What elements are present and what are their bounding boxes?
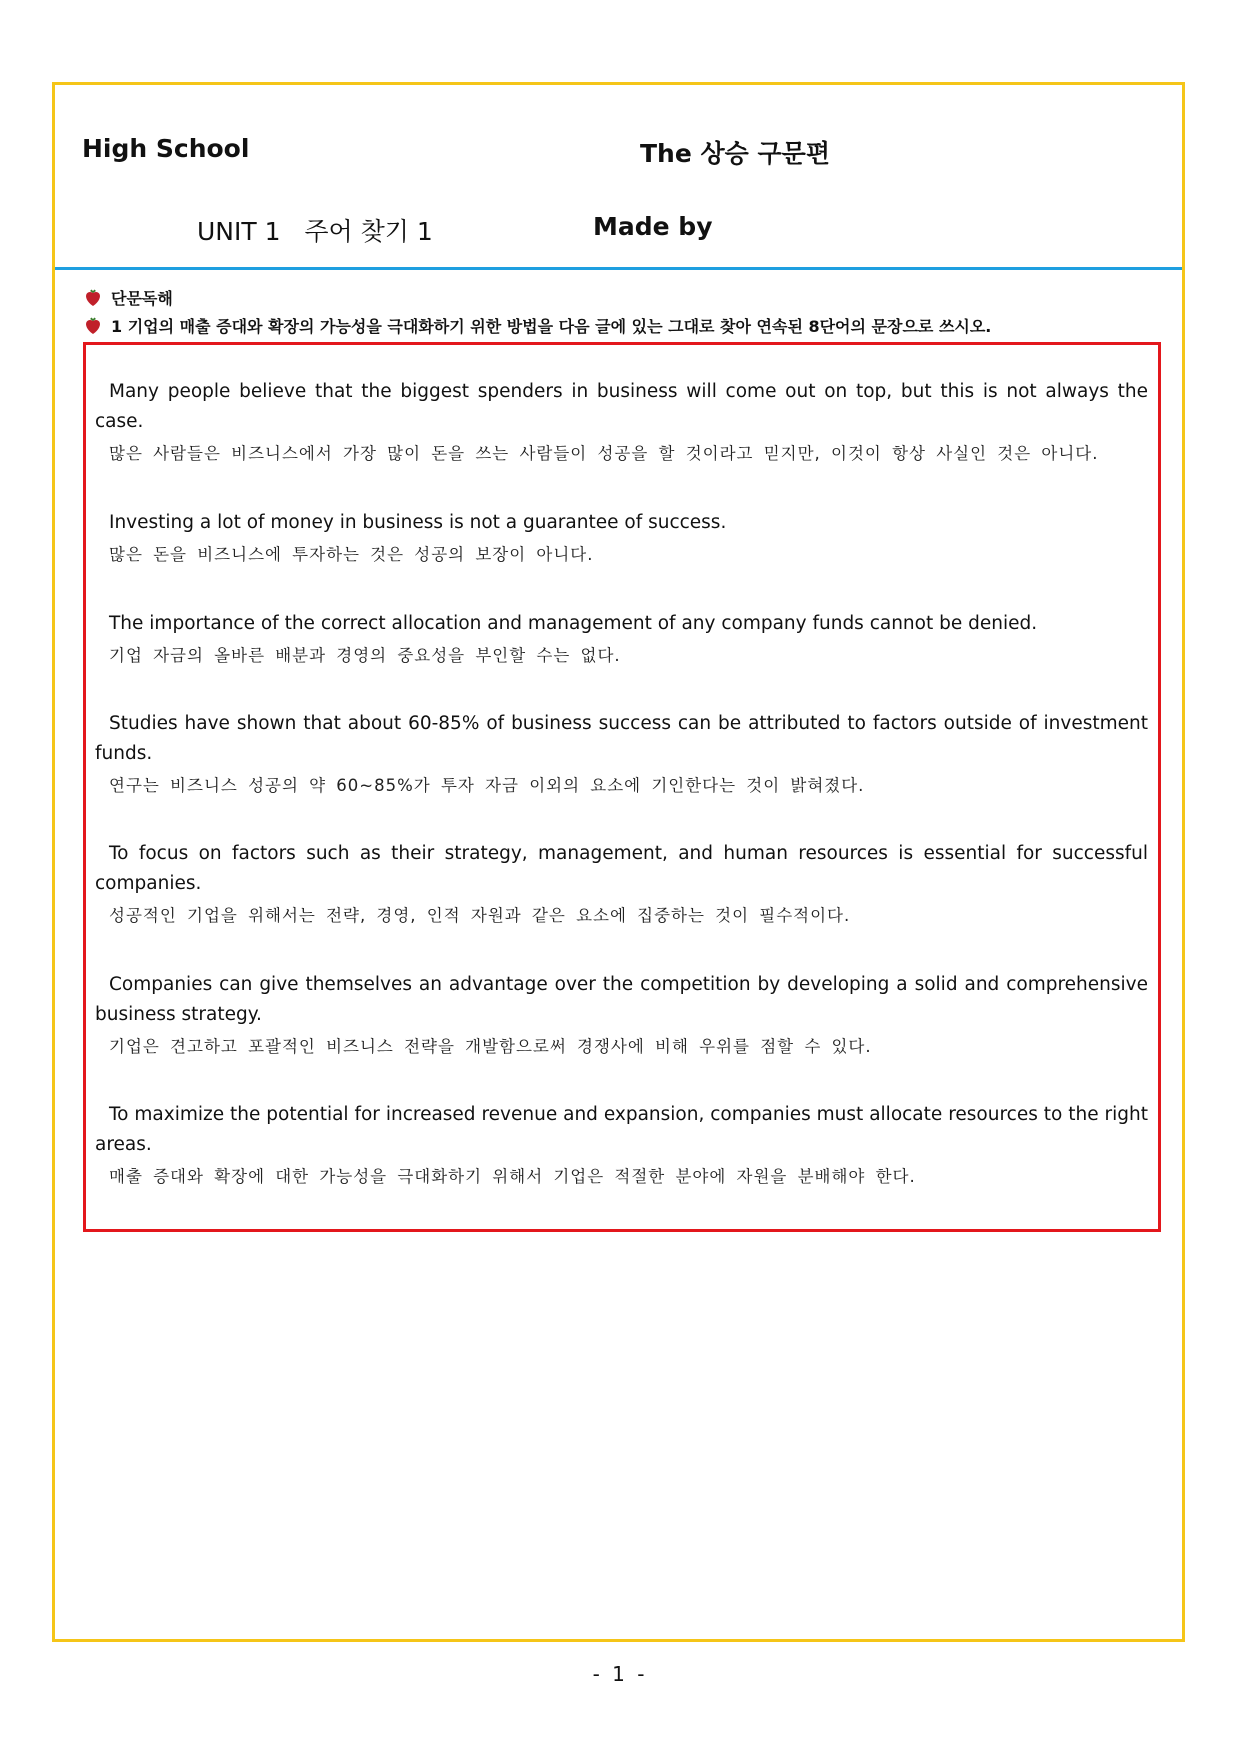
- english-sentence: Investing a lot of money in business is not a guarantee of success.: [109, 512, 727, 533]
- sentence-pair: [95, 709, 1148, 799]
- english-sentence: The importance of the correct allocation and management of any company funds cannot be denied.: [109, 613, 1038, 634]
- english-sentence: Studies have shown that about 60-85% of business success can be attributed to factors outside of investment funds.: [95, 713, 1148, 764]
- english-sentence: To maximize the potential for increased revenue and expansion, companies must allocate resources to the right areas.: [95, 1104, 1148, 1155]
- korean-translation: 기업 자금의 올바른 배분과 경영의 중요성을 부인할 수는 없다.: [109, 646, 621, 665]
- korean-translation: 많은 사람들은 비즈니스에서 가장 많이 돈을 쓰는 사람들이 성공을 할 것이라고 믿지만, 이것이 항상 사실인 것은 아니다.: [109, 444, 1099, 463]
- passage-box: [83, 342, 1161, 1232]
- sentence-pair: [95, 1100, 1148, 1190]
- english-sentence: Many people believe that the biggest spenders in business will come out on top, but this is not always the case.: [95, 381, 1148, 432]
- sentence-pair: [95, 377, 1148, 467]
- page-frame: [52, 82, 1185, 1642]
- sentence-pair: [95, 970, 1148, 1060]
- strawberry-icon: [85, 288, 101, 307]
- korean-translation: 많은 돈을 비즈니스에 투자하는 것은 성공의 보장이 아니다.: [109, 545, 594, 564]
- section-heading-text: 단문독해: [111, 289, 173, 308]
- sentence-pair: [95, 609, 1148, 669]
- question-prompt: [85, 314, 991, 337]
- english-sentence: To focus on factors such as their strategy, management, and human resources is essential for successful companies.: [95, 843, 1148, 894]
- unit-title: UNIT 1 주어 찾기 1: [197, 217, 433, 246]
- section-heading: [85, 286, 173, 309]
- korean-translation: 기업은 견고하고 포괄적인 비즈니스 전략을 개발함으로써 경쟁사에 비해 우위를 점할 수 있다.: [109, 1037, 872, 1056]
- sentence-pair: [95, 839, 1148, 929]
- made-by-label: Made by: [593, 212, 713, 241]
- question-text: 1 기업의 매출 증대와 확장의 가능성을 극대화하기 위한 방법을 다음 글에 있는 그대로 찾아 연속된 8단어의 문장으로 쓰시오.: [111, 317, 992, 336]
- korean-translation: 매출 증대와 확장에 대한 가능성을 극대화하기 위해서 기업은 적절한 분야에 자원을 분배해야 한다.: [109, 1167, 916, 1186]
- strawberry-icon: [85, 316, 101, 335]
- korean-translation: 성공적인 기업을 위해서는 전략, 경영, 인적 자원과 같은 요소에 집중하는 것이 필수적이다.: [109, 906, 851, 925]
- sentence-pair: [95, 508, 1148, 568]
- series-title: The 상승 구문편: [640, 139, 830, 168]
- school-level: High School: [82, 134, 250, 163]
- page-number: - 1 -: [592, 1662, 648, 1686]
- korean-translation: 연구는 비즈니스 성공의 약 60~85%가 투자 자금 이외의 요소에 기인한다는 것이 밝혀졌다.: [109, 776, 865, 795]
- english-sentence: Companies can give themselves an advantage over the competition by developing a solid and comprehensive business strategy.: [95, 974, 1148, 1025]
- header-divider: [55, 267, 1182, 270]
